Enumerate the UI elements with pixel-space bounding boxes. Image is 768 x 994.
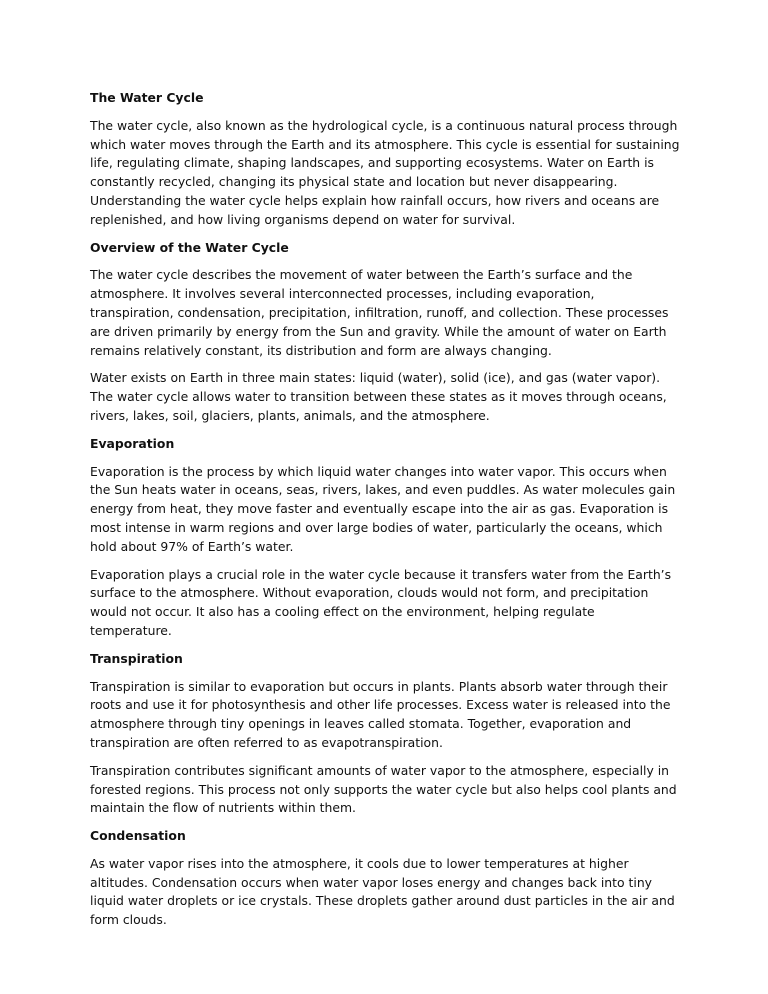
transpiration-paragraph-1: Transpiration is similar to evaporation but occurs in plants. Plants absorb water through their roots and use it for photosynthesis and other life processes. Excess water is released into the atmosphere through tiny openings in leaves called stomata. Together, evaporation and transpiration are often referred to as evapotranspiration. [90,678,671,750]
intro-paragraph: The water cycle, also known as the hydrological cycle, is a continuous natural process through which water moves through the Earth and its atmosphere. This cycle is essential for sustaining life, regulating climate, shaping landscapes, and supporting ecosystems. Water on Earth is constantly recycled, changing its physical state and location but never disappearing. Understanding the water cycle helps explain how rainfall occurs, how rivers and oceans are replenished, and how living organisms depend on water for survival. [90,117,680,227]
section-heading-overview: Overview of the Water Cycle [90,239,289,255]
condensation-paragraph-1: As water vapor rises into the atmosphere, it cools due to lower temperatures at higher altitudes. Condensation occurs when water vapor loses energy and changes back into tiny liquid water droplets or ice crystals. These droplets gather around dust particles in the air and form clouds. [90,855,675,928]
overview-paragraph-1: The water cycle describes the movement of water between the Earth’s surface and the atmosphere. It involves several interconnected processes, including evaporation, transpiration, condensation, precipitation, infiltration, runoff, and collection. These processes are driven primarily by energy from the Sun and gravity. While the amount of water on Earth remains relatively constant, its distribution and form are always changing. [90,267,669,358]
section-heading-evaporation: Evaporation [90,435,175,451]
transpiration-paragraph-2: Transpiration contributes significant amounts of water vapor to the atmosphere, especially in forested regions. This process not only supports the water cycle but also helps cool plants and maintain the flow of nutrients within them. [90,762,677,816]
evaporation-paragraph-2: Evaporation plays a crucial role in the water cycle because it transfers water from the Earth’s surface to the atmosphere. Without evaporation, clouds would not form, and precipitation would not occur. It also has a cooling effect on the environment, helping regulate temperature. [90,566,672,638]
overview-paragraph-2: Water exists on Earth in three main states: liquid (water), solid (ice), and gas (water vapor). The water cycle allows water to transition between these states as it moves through oceans, rivers, lakes, soil, glaciers, plants, animals, and the atmosphere. [90,370,667,423]
document-page [90,89,680,939]
section-heading-condensation: Condensation [90,828,186,844]
document-title: The Water Cycle [90,90,204,105]
evaporation-paragraph-1: Evaporation is the process by which liquid water changes into water vapor. This occurs when the Sun heats water in oceans, seas, rivers, lakes, and even puddles. As water molecules gain energy from heat, they move faster and eventually escape into the air as gas. Evaporation is most intense in warm regions and over large bodies of water, particularly the oceans, which hold about 97% of Earth’s water. [90,463,676,554]
section-heading-transpiration: Transpiration [90,650,183,666]
